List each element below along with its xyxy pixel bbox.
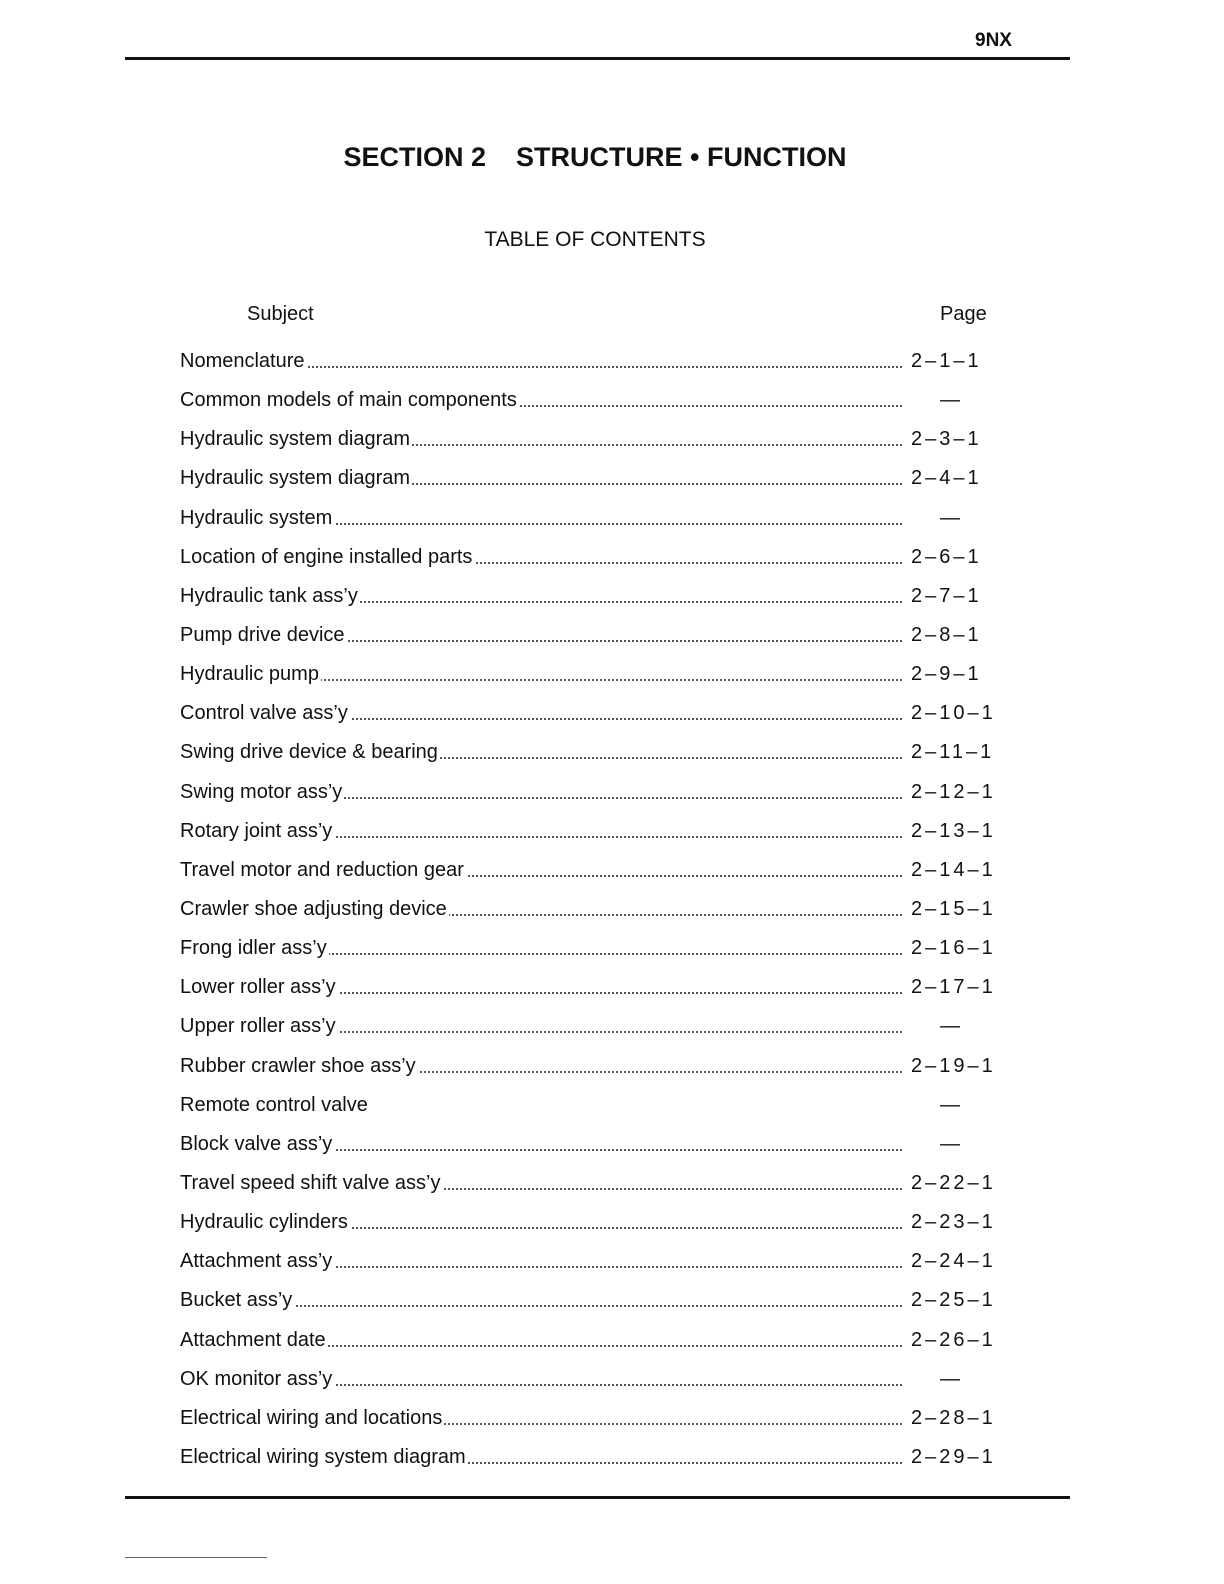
toc-entry-page: 2–3–1 bbox=[911, 428, 982, 451]
toc-entry-subject-wrap bbox=[180, 1171, 902, 1195]
toc-entry-subject: Rotary joint ass’y bbox=[180, 819, 333, 842]
toc-entry-subject-wrap bbox=[180, 466, 902, 490]
toc-entry bbox=[180, 1086, 1010, 1125]
toc-entry-subject: Hydraulic tank ass’y bbox=[180, 584, 358, 607]
toc-entry-subject: Hydraulic system bbox=[180, 506, 333, 529]
section-title bbox=[0, 142, 1190, 173]
toc-entry-subject-wrap bbox=[180, 897, 902, 921]
toc-entry-subject: Hydraulic system diagram bbox=[180, 428, 411, 451]
toc-entry-subject-wrap bbox=[180, 1249, 902, 1273]
toc-entry-subject-wrap bbox=[180, 780, 902, 804]
toc-entry bbox=[180, 1047, 1010, 1086]
toc-entry-subject-wrap bbox=[180, 662, 902, 686]
toc-entry-page: 2–19–1 bbox=[911, 1054, 996, 1077]
toc-entry-page: 2–24–1 bbox=[911, 1250, 996, 1273]
toc-entry bbox=[180, 968, 1010, 1007]
toc-entry bbox=[180, 459, 1010, 498]
toc-entry-subject-wrap bbox=[180, 1132, 902, 1156]
toc-entry-subject-wrap bbox=[180, 1288, 902, 1312]
toc-entry-subject: Nomenclature bbox=[180, 350, 305, 372]
toc-list bbox=[180, 342, 1010, 1477]
document-code: 9NX bbox=[975, 30, 1012, 51]
toc-entry-subject-wrap bbox=[180, 1367, 902, 1391]
toc-entry-subject-wrap bbox=[180, 1054, 902, 1078]
toc-entry-subject: Lower roller ass’y bbox=[180, 976, 336, 999]
toc-entry-page: 2–9–1 bbox=[911, 663, 982, 686]
toc-entry-page: 2–17–1 bbox=[911, 976, 996, 999]
toc-entry bbox=[180, 381, 1010, 420]
toc-entry-subject-wrap bbox=[180, 584, 902, 608]
toc-entry-subject: OK monitor ass’y bbox=[180, 1367, 333, 1390]
toc-entry bbox=[180, 1321, 1010, 1360]
toc-entry-page: 2–4–1 bbox=[911, 467, 982, 490]
toc-entry bbox=[180, 851, 1010, 890]
toc-entry-subject-wrap bbox=[180, 427, 902, 451]
toc-entry bbox=[180, 499, 1010, 538]
toc-entry-page: — bbox=[940, 506, 960, 529]
toc-entry-page: 2–10–1 bbox=[911, 702, 996, 725]
toc-entry-page: 2–25–1 bbox=[911, 1289, 996, 1312]
toc-entry-subject-wrap bbox=[180, 1210, 902, 1234]
toc-title: TABLE OF CONTENTS bbox=[484, 228, 706, 251]
toc-entry-page: 2–28–1 bbox=[911, 1406, 996, 1429]
toc-entry bbox=[180, 1203, 1010, 1242]
toc-entry-subject: Location of engine installed parts bbox=[180, 545, 473, 568]
toc-entry-subject: Electrical wiring and locations bbox=[180, 1406, 443, 1429]
toc-entry-subject-wrap bbox=[180, 349, 902, 373]
header-rule bbox=[125, 57, 1070, 60]
toc-entry-subject: Remote control valve bbox=[180, 1093, 368, 1116]
toc-entry-subject: Crawler shoe adjusting device bbox=[180, 897, 447, 920]
toc-entry bbox=[180, 538, 1010, 577]
toc-entry-subject-wrap bbox=[180, 545, 902, 569]
toc-entry-subject: Attachment date bbox=[180, 1328, 326, 1351]
toc-entry-page: 2–16–1 bbox=[911, 937, 996, 960]
toc-entry-subject-wrap bbox=[180, 819, 902, 843]
toc-entry-page: — bbox=[940, 1093, 960, 1116]
toc-entry bbox=[180, 1125, 1010, 1164]
toc-entry-subject: Attachment ass’y bbox=[180, 1250, 333, 1273]
toc-entry-page: 2–11–1 bbox=[911, 741, 995, 764]
toc-entry-subject: Swing motor ass’y bbox=[180, 780, 343, 803]
toc-entry-page: 2–6–1 bbox=[911, 545, 982, 568]
footer-link-underline bbox=[125, 1557, 267, 1558]
toc-entry bbox=[180, 694, 1010, 733]
toc-entry bbox=[180, 1164, 1010, 1203]
toc-entry-subject-wrap bbox=[180, 506, 902, 530]
toc-entry-subject: Rubber crawler shoe ass’y bbox=[180, 1054, 416, 1077]
toc-entry-page: — bbox=[940, 1367, 960, 1390]
toc-entry bbox=[180, 655, 1010, 694]
toc-entry-subject: Hydraulic pump bbox=[180, 663, 319, 686]
toc-entry bbox=[180, 616, 1010, 655]
toc-entry-subject: Hydraulic cylinders bbox=[180, 1211, 348, 1234]
toc-entry bbox=[180, 929, 1010, 968]
toc-entry bbox=[180, 1281, 1010, 1320]
toc-entry-subject-wrap bbox=[180, 1445, 902, 1469]
toc-entry bbox=[180, 420, 1010, 459]
toc-entry-subject: Swing drive device & bearing bbox=[180, 741, 438, 764]
toc-entry-subject: Bucket ass’y bbox=[180, 1289, 293, 1312]
toc-entry-subject: Travel speed shift valve ass’y bbox=[180, 1171, 441, 1194]
toc-entry-page: — bbox=[940, 1015, 960, 1038]
toc-entry-subject-wrap bbox=[180, 936, 902, 960]
toc-entry bbox=[180, 577, 1010, 616]
toc-entry-subject-wrap bbox=[180, 740, 902, 764]
toc-entry-page: 2–7–1 bbox=[911, 584, 982, 607]
toc-entry-subject: Block valve ass’y bbox=[180, 1132, 333, 1155]
toc-entry-subject-wrap bbox=[180, 975, 902, 999]
toc-entry-subject: Pump drive device bbox=[180, 623, 345, 646]
toc-entry-subject: Common models of main components bbox=[180, 389, 517, 412]
toc-entry-page: 2–8–1 bbox=[911, 623, 982, 646]
toc-entry-page: 2–13–1 bbox=[911, 819, 996, 842]
toc-entry-subject: Upper roller ass’y bbox=[180, 1015, 336, 1038]
toc-entry-subject-wrap bbox=[180, 858, 902, 882]
subject-column-header: Subject bbox=[247, 303, 314, 325]
page-column-header: Page bbox=[940, 303, 987, 325]
section-number: SECTION 2 bbox=[343, 142, 487, 172]
toc-entry bbox=[180, 1007, 1010, 1046]
toc-entry-subject-wrap bbox=[180, 388, 902, 412]
toc-entry bbox=[180, 733, 1010, 772]
toc-entry bbox=[180, 1360, 1010, 1399]
toc-entry-subject: Travel motor and reduction gear bbox=[180, 858, 464, 881]
toc-entry-subject-wrap bbox=[180, 1014, 902, 1038]
toc-entry bbox=[180, 773, 1010, 812]
toc-entry bbox=[180, 1242, 1010, 1281]
toc-entry-page: 2–12–1 bbox=[911, 780, 996, 803]
toc-entry-subject-wrap bbox=[180, 1093, 902, 1117]
toc-entry-subject-wrap bbox=[180, 1328, 902, 1352]
footer-rule bbox=[125, 1496, 1070, 1499]
toc-entry bbox=[180, 812, 1010, 851]
toc-entry-page: 2–29–1 bbox=[911, 1445, 996, 1468]
toc-entry bbox=[180, 1399, 1010, 1438]
toc-entry-page: — bbox=[940, 389, 960, 412]
toc-entry-page: — bbox=[940, 1132, 960, 1155]
toc-entry-subject: Electrical wiring system diagram bbox=[180, 1445, 466, 1468]
toc-entry bbox=[180, 1438, 1010, 1477]
toc-entry-page: 2–15–1 bbox=[911, 897, 996, 920]
section-name: STRUCTURE • FUNCTION bbox=[516, 142, 847, 172]
toc-entry-subject-wrap bbox=[180, 623, 902, 647]
toc-entry-subject: Frong idler ass’y bbox=[180, 937, 327, 960]
toc-entry-page: 2–1–1 bbox=[911, 350, 982, 372]
toc-entry-page: 2–14–1 bbox=[911, 858, 996, 881]
toc-entry bbox=[180, 342, 1010, 381]
toc-entry bbox=[180, 890, 1010, 929]
toc-entry-page: 2–26–1 bbox=[911, 1328, 996, 1351]
toc-entry-subject: Hydraulic system diagram bbox=[180, 467, 411, 490]
toc-entry-subject-wrap bbox=[180, 1406, 902, 1430]
toc-entry-subject: Control valve ass’y bbox=[180, 702, 348, 725]
toc-entry-page: 2–22–1 bbox=[911, 1171, 996, 1194]
toc-entry-subject-wrap bbox=[180, 701, 902, 725]
toc-entry-page: 2–23–1 bbox=[911, 1211, 996, 1234]
